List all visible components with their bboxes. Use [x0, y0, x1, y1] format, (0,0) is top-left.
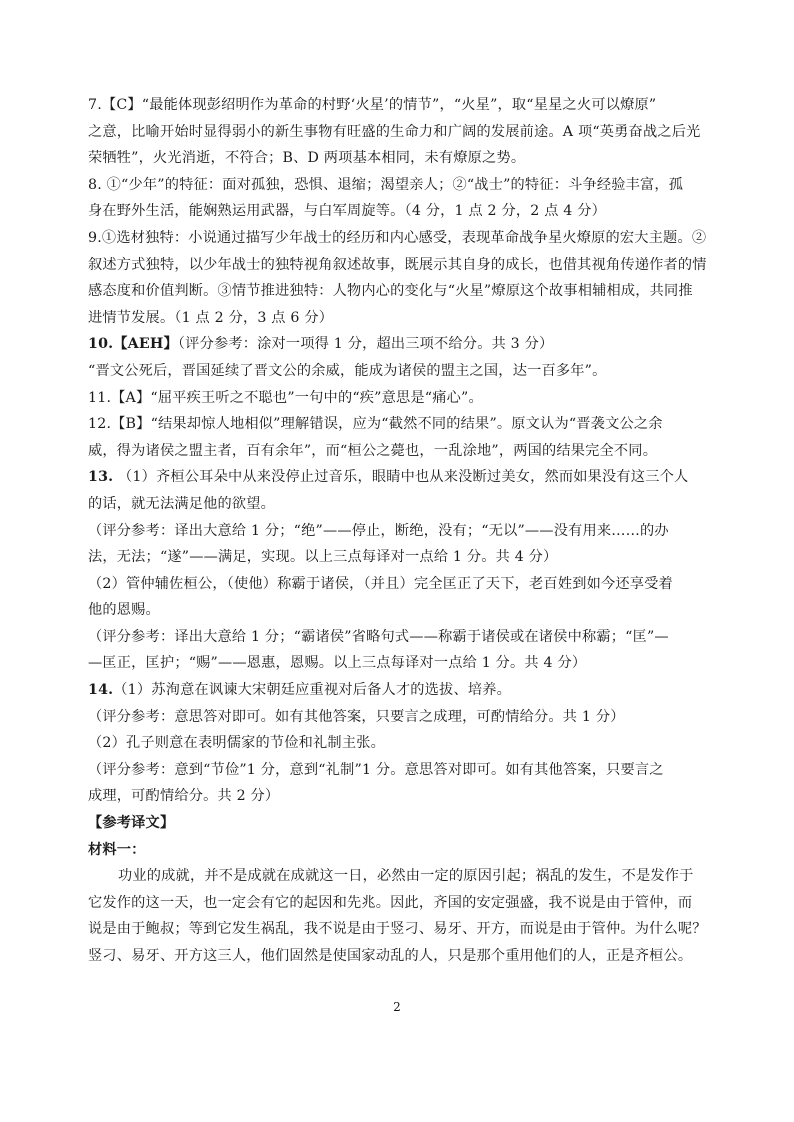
answer-line-q9-4: 进情节发展。（1 点 2 分，3 点 6 分） — [88, 309, 334, 326]
answer-page — [88, 92, 710, 970]
answer-q14-line-5: 成理，可酌情给分。共 2 分） — [88, 788, 280, 805]
answer-line-q7-1: 7.【C】“最能体现彭绍明作为革命的村野‘火星’的情节”，“火星”，取“星星之火可以燎原” — [88, 97, 657, 113]
answer-q11: 11.【A】“屈平疾王听之不聪也”一句中的“疾”意思是“痛心”。 — [88, 389, 483, 406]
page-number: 2 — [393, 1000, 401, 1014]
answer-q14-line-4: （评分参考：意到“节俭”1 分，意到“礼制”1 分。意思答对即可。如有其他答案，只要言之 — [88, 761, 664, 778]
answer-q13-line-5: （2）管仲辅佐桓公，（使他）称霸于诸侯，（并且）完全匡正了天下，老百姓到如今还享受着 — [88, 575, 673, 592]
material-heading: 材料一： — [88, 841, 146, 858]
translation-heading: 【参考译文】 — [88, 815, 175, 832]
answer-q13-line-2: 的话，就无法满足他的欲望。 — [88, 495, 276, 512]
material-line-1: 功业的成就，并不是成就在成就这一日，必然由一定的原因引起；祸乱的发生，不是发作于 — [118, 868, 694, 885]
q10-quote: “晋文公死后，晋国延续了晋文公的余威，能成为诸侯的盟主之国，达一百多年”。 — [88, 362, 607, 379]
answer-line-q9-2: 叙述方式独特，以少年战士的独特视角叙述故事，既展示其自身的成长，也借其视角传递作者的情 — [88, 256, 707, 273]
q10-scoring: （评分参考：涂对一项得 1 分，超出三项不给分。共 3 分） — [177, 336, 554, 353]
answer-q13-line-1 — [88, 464, 710, 491]
answer-line-q9-1: 9.①选材独特：小说通过描写少年战士的经历和内心感受，表现革命战争星火燎原的宏大主题。② — [88, 229, 707, 246]
answer-q13-line-8: —匡正，匡护；“赐”——恩惠，恩赐。以上三点每译对一点给 1 分。共 4 分） — [88, 655, 587, 672]
material-line-2: 它发作的这一天，也一定会有它的起因和先兆。因此，齐国的安定强盛，我不说是由于管仲，而 — [88, 894, 693, 911]
answer-q13-line-3: （评分参考：译出大意给 1 分；“绝”——停止，断绝，没有；“无以”——没有用来……的办 — [88, 522, 669, 539]
answer-q14-line-2: （评分参考：意思答对即可。如有其他答案，只要言之成理，可酌情给分。共 1 分） — [88, 708, 625, 725]
material-line-3: 说是由于鲍叔；等到它发生祸乱，我不说是由于竖刁、易牙、开方，而说是由于管仲。为什么呢？ — [88, 921, 707, 938]
answer-q13-line-6: 他的恩赐。 — [88, 602, 160, 619]
answer-q13-line-4: 法，无法；“遂”——满足，实现。以上三点每译对一点给 1 分。共 4 分） — [88, 549, 558, 566]
answer-q10 — [88, 331, 710, 358]
q13-text: （1）齐桓公耳朵中从来没停止过音乐，眼睛中也从来没断过美女，然而如果没有这三个人 — [118, 469, 689, 486]
answer-q14-line-3: （2）孔子则意在表明儒家的节俭和礼制主张。 — [88, 735, 385, 752]
answer-q12-line-1: 12.【B】“结果却惊人地相似”理解错误，应为“截然不同的结果”。原文认为“晋袭文公之余 — [88, 416, 663, 433]
answer-line-q8-2: 身在野外生活，能娴熟运用武器，与白军周旋等。（4 分，1 点 2 分，2 点 4 分） — [88, 203, 607, 220]
material-line-4: 竖刁、易牙、开方这三人，他们固然是使国家动乱的人，只是那个重用他们的人，正是齐桓公。 — [88, 948, 693, 964]
q14-text: （1）苏洵意在讽谏大宋朝廷应重视对后备人才的选拔、培养。 — [113, 682, 511, 699]
answer-line-q7-3: 荣牺牲”，火光消逝，不符合；B、D 两项基本相同，未有燎原之势。 — [88, 150, 526, 167]
answer-q13-line-7: （评分参考：译出大意给 1 分；“霸诸侯”省略句式——称霸于诸侯或在诸侯中称霸；“匡”— — [88, 628, 669, 645]
answer-q12-line-2: 威，得为诸侯之盟主者，百有余年”，而“桓公之薨也，一乱涂地”，两国的结果完全不同。 — [88, 442, 658, 459]
q13-label: 13. — [88, 469, 114, 486]
q14-label: 14. — [88, 682, 114, 699]
answer-line-q9-3: 感态度和价值判断。③情节推进独特：人物内心的变化与“火星”燎原这个故事相辅相成，共同推 — [88, 283, 693, 300]
answer-line-q7-2: 之意，比喻开始时显得弱小的新生事物有旺盛的生命力和广阔的发展前途。A 项“英勇奋战之后光 — [88, 123, 701, 140]
answer-q14-line-1 — [88, 677, 710, 704]
answer-line-q8-1: 8. ①“少年”的特征：面对孤独，恐惧、退缩；渴望亲人；②“战士”的特征：斗争经验丰富，孤 — [88, 176, 684, 193]
q10-label: 10.【AEH】 — [88, 336, 178, 353]
